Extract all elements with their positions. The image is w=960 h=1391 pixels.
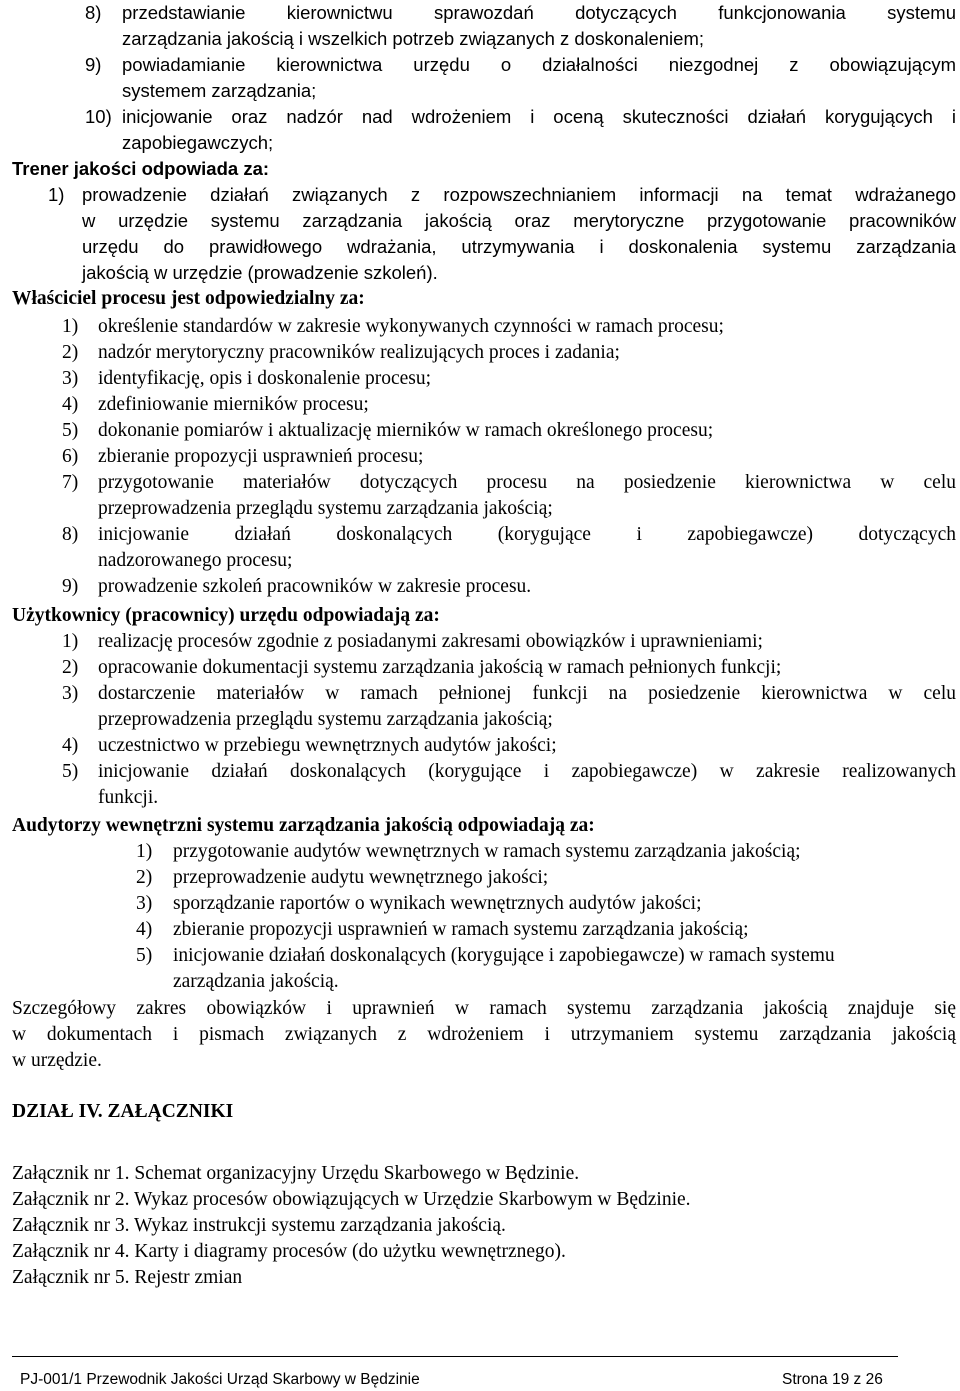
list-item-number: 4)	[62, 735, 79, 756]
attachment-item: Załącznik nr 5. Rejestr zmian	[12, 1267, 243, 1288]
list-item-number: 2)	[62, 657, 79, 678]
list-item-text: zdefiniowanie mierników procesu;	[98, 394, 369, 415]
footer-divider	[12, 1356, 898, 1357]
list-item-number: 5)	[62, 420, 79, 441]
list-item-text: zbieranie propozycji usprawnień procesu;	[98, 446, 424, 467]
section-heading: Trener jakości odpowiada za:	[12, 158, 270, 179]
list-item-text: określenie standardów w zakresie wykonywanych czynności w ramach procesu;	[98, 316, 724, 337]
section-heading: Audytorzy wewnętrzni systemu zarządzania jakością odpowiadają za:	[12, 815, 595, 836]
list-item-number: 4)	[62, 394, 79, 415]
list-item-number: 7)	[62, 472, 79, 493]
list-item-number: 9)	[62, 576, 79, 597]
list-item-text: przeprowadzenia przeglądu systemu zarządzania jakością;	[98, 709, 553, 730]
list-item-text: urzędu do prawidłowego wdrażania, utrzymywania i doskonalenia systemu zarządzania	[82, 236, 956, 257]
list-item-number: 5)	[62, 761, 79, 782]
list-item-number: 8)	[62, 524, 79, 545]
list-item-text: zapobiegawczych;	[122, 132, 274, 153]
list-item-text: systemem zarządzania;	[122, 80, 317, 101]
list-item-text: dostarczenie materiałów w ramach pełnionej funkcji na posiedzenie kierownictwa w celu	[98, 683, 956, 704]
list-item-text: inicjowanie działań doskonalących (korygujące i zapobiegawcze) dotyczących	[98, 524, 956, 545]
list-item-number: 4)	[136, 919, 153, 940]
list-item-number: 6)	[62, 446, 79, 467]
list-item-text: realizację procesów zgodnie z posiadanymi zakresami obowiązków i uprawnieniami;	[98, 631, 763, 652]
list-item-text: dokonanie pomiarów i aktualizację mierników w ramach określonego procesu;	[98, 420, 714, 441]
list-item-number: 1)	[62, 631, 79, 652]
list-item-text: identyfikację, opis i doskonalenie procesu;	[98, 368, 432, 389]
attachment-item: Załącznik nr 1. Schemat organizacyjny Urzędu Skarbowego w Będzinie.	[12, 1163, 580, 1184]
list-item-number: 2)	[136, 867, 153, 888]
paragraph-line: w urzędzie.	[12, 1050, 102, 1071]
list-item-text: inicjowanie działań doskonalących (korygujące i zapobiegawcze) w ramach systemu	[173, 945, 835, 966]
list-item-number: 3)	[62, 368, 79, 389]
attachment-item: Załącznik nr 3. Wykaz instrukcji systemu zarządzania jakością.	[12, 1215, 506, 1236]
list-item-number: 10)	[85, 106, 112, 127]
list-item-text: przeprowadzenia przeglądu systemu zarządzania jakością;	[98, 498, 553, 519]
footer-document-title: PJ-001/1 Przewodnik Jakości Urząd Skarbowy w Będzinie	[20, 1371, 420, 1388]
list-item-text: funkcji.	[98, 787, 159, 808]
list-item-text: inicjowanie działań doskonalących (korygujące i zapobiegawcze) w zakresie realizowanych	[98, 761, 956, 782]
list-item-text: prowadzenie szkoleń pracowników w zakresie procesu.	[98, 576, 532, 597]
list-item-text: przygotowanie materiałów dotyczących procesu na posiedzenie kierownictwa w celu	[98, 472, 956, 493]
list-item-text: powiadamianie kierownictwa urzędu o działalności niezgodnej z obowiązującym	[122, 54, 956, 75]
list-item-text: opracowanie dokumentacji systemu zarządzania jakością w ramach pełnionych funkcji;	[98, 657, 782, 678]
list-item-text: przeprowadzenie audytu wewnętrznego jakości;	[173, 867, 549, 888]
section-heading: Użytkownicy (pracownicy) urzędu odpowiadają za:	[12, 605, 440, 626]
list-item-text: przedstawianie kierownictwu sprawozdań dotyczących funkcjonowania systemu	[122, 2, 956, 23]
list-item-number: 3)	[136, 893, 153, 914]
list-item-number: 1)	[62, 316, 79, 337]
section-heading: Właściciel procesu jest odpowiedzialny za:	[12, 288, 365, 309]
list-item-text: zbieranie propozycji usprawnień w ramach systemu zarządzania jakością;	[173, 919, 749, 940]
list-item-number: 8)	[85, 2, 102, 23]
list-item-number: 5)	[136, 945, 153, 966]
footer-page-number: Strona 19 z 26	[782, 1371, 883, 1388]
attachment-item: Załącznik nr 2. Wykaz procesów obowiązujących w Urzędzie Skarbowym w Będzinie.	[12, 1189, 691, 1210]
list-item-text: nadzór merytoryczny pracowników realizujących proces i zadania;	[98, 342, 620, 363]
list-item-text: nadzorowanego procesu;	[98, 550, 293, 571]
list-item-text: prowadzenie działań związanych z rozpowszechnianiem informacji na temat wdrażanego	[82, 184, 956, 205]
list-item-text: w urzędzie systemu zarządzania jakością oraz merytoryczne przygotowanie pracowników	[82, 210, 956, 231]
list-item-text: zarządzania jakością i wszelkich potrzeb związanych z doskonaleniem;	[122, 28, 705, 49]
list-item-text: zarządzania jakością.	[173, 971, 339, 992]
list-item-number: 9)	[85, 54, 102, 75]
section-heading: DZIAŁ IV. ZAŁĄCZNIKI	[12, 1101, 234, 1122]
list-item-text: przygotowanie audytów wewnętrznych w ramach systemu zarządzania jakością;	[173, 841, 801, 862]
list-item-number: 1)	[136, 841, 153, 862]
list-item-number: 3)	[62, 683, 79, 704]
list-item-number: 2)	[62, 342, 79, 363]
list-item-text: uczestnictwo w przebiegu wewnętrznych audytów jakości;	[98, 735, 557, 756]
list-item-text: sporządzanie raportów o wynikach wewnętrznych audytów jakości;	[173, 893, 702, 914]
list-item-number: 1)	[48, 184, 65, 205]
paragraph-line: w dokumentach i pismach związanych z wdrożeniem i utrzymaniem systemu zarządzania jakością	[12, 1024, 956, 1045]
attachment-item: Załącznik nr 4. Karty i diagramy procesów (do użytku wewnętrznego).	[12, 1241, 566, 1262]
list-item-text: inicjowanie oraz nadzór nad wdrożeniem i oceną skuteczności działań korygujących i	[122, 106, 956, 127]
paragraph-line: Szczegółowy zakres obowiązków i uprawnień w ramach systemu zarządzania jakością znajduje się	[12, 998, 956, 1019]
list-item-text: jakością w urzędzie (prowadzenie szkoleń).	[82, 262, 438, 283]
